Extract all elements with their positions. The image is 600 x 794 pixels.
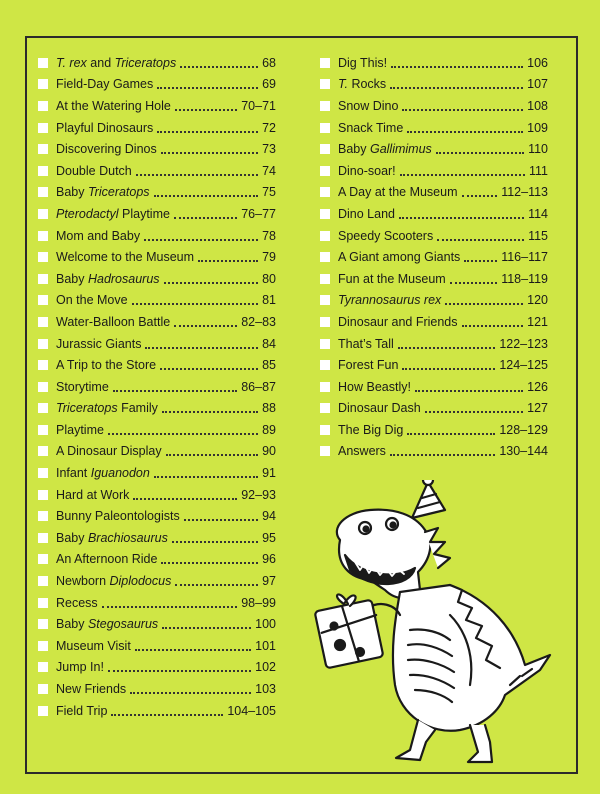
entry-page-number: 107 — [527, 77, 548, 92]
dot-leader — [154, 476, 258, 478]
dot-leader — [399, 217, 524, 219]
toc-entry — [320, 290, 548, 312]
dot-leader — [113, 390, 237, 392]
dot-leader — [462, 195, 498, 197]
checkbox[interactable] — [320, 187, 330, 197]
checkbox[interactable] — [320, 317, 330, 327]
dot-leader — [425, 411, 523, 413]
entry-page-number: 96 — [262, 552, 276, 567]
entry-page-number: 124–125 — [499, 358, 548, 373]
entry-title: Playful Dinosaurs — [56, 120, 154, 135]
entry-page-number: 102 — [255, 660, 276, 675]
dot-leader — [157, 131, 258, 133]
checkbox[interactable] — [38, 554, 48, 564]
dot-leader — [391, 66, 523, 68]
checkbox[interactable] — [38, 360, 48, 370]
checkbox[interactable] — [320, 339, 330, 349]
entry-title: An Afternoon Ride — [56, 552, 158, 567]
dot-leader — [161, 152, 258, 154]
dot-leader — [154, 195, 259, 197]
entry-title: Double Dutch — [56, 163, 132, 178]
entry-title: Dinosaur Dash — [338, 401, 421, 416]
entry-title: Dino-soar! — [338, 163, 396, 178]
toc-entry — [38, 376, 276, 398]
entry-page-number: 78 — [262, 228, 276, 243]
dot-leader — [175, 584, 258, 586]
entry-page-number: 75 — [262, 185, 276, 200]
toc-entry — [38, 333, 276, 355]
checkbox[interactable] — [320, 123, 330, 133]
entry-page-number: 109 — [527, 120, 548, 135]
toc-entry — [38, 203, 276, 225]
entry-title: Water-Balloon Battle — [56, 314, 171, 329]
toc-entry — [320, 74, 548, 96]
dot-leader — [145, 347, 258, 349]
dot-leader — [175, 109, 237, 111]
dot-leader — [132, 303, 259, 305]
dot-leader — [102, 606, 238, 608]
checkbox[interactable] — [320, 79, 330, 89]
entry-title: Mom and Baby — [56, 228, 141, 243]
checkbox[interactable] — [320, 252, 330, 262]
entry-title: Snack Time — [338, 120, 404, 135]
toc-entry — [320, 311, 548, 333]
dot-leader — [174, 217, 237, 219]
toc-entry — [320, 52, 548, 74]
dot-leader — [415, 390, 523, 392]
checkbox[interactable] — [38, 403, 48, 413]
entry-title: Recess — [56, 595, 98, 610]
dot-leader — [160, 368, 258, 370]
entry-page-number: 108 — [527, 98, 548, 113]
checkbox[interactable] — [38, 144, 48, 154]
entry-title: Playtime — [56, 422, 104, 437]
toc-column-left — [38, 52, 276, 721]
entry-page-number: 118–119 — [501, 271, 548, 286]
entry-page-number: 80 — [262, 271, 276, 286]
entry-title: Forest Fun — [338, 358, 399, 373]
toc-entry — [320, 225, 548, 247]
checkbox[interactable] — [38, 446, 48, 456]
entry-page-number: 76–77 — [241, 206, 276, 221]
checkbox[interactable] — [320, 166, 330, 176]
toc-entry — [320, 268, 548, 290]
checkbox[interactable] — [38, 101, 48, 111]
dot-leader — [161, 562, 258, 564]
checkbox[interactable] — [38, 274, 48, 284]
dot-leader — [402, 368, 495, 370]
entry-title: A Day at the Museum — [338, 185, 458, 200]
toc-entry — [38, 570, 276, 592]
dot-leader — [184, 519, 258, 521]
entry-page-number: 112–113 — [501, 185, 548, 200]
toc-entry — [320, 419, 548, 441]
checkbox[interactable] — [38, 166, 48, 176]
entry-title: Bunny Paleontologists — [56, 509, 180, 524]
toc-entry — [320, 160, 548, 182]
toc-entry — [320, 182, 548, 204]
dot-leader — [445, 303, 523, 305]
toc-entry — [38, 138, 276, 160]
entry-title: Field-Day Games — [56, 77, 154, 92]
entry-page-number: 89 — [262, 422, 276, 437]
toc-entry — [38, 398, 276, 420]
toc-column-right — [320, 52, 548, 462]
dot-leader — [164, 282, 259, 284]
checkbox[interactable] — [38, 533, 48, 543]
entry-title: Baby Stegosaurus — [56, 617, 159, 632]
entry-page-number: 100 — [255, 617, 276, 632]
checkbox[interactable] — [38, 187, 48, 197]
entry-title: The Big Dig — [338, 422, 404, 437]
entry-page-number: 101 — [255, 638, 276, 653]
checkbox[interactable] — [320, 382, 330, 392]
checkbox[interactable] — [38, 58, 48, 68]
dot-leader — [407, 131, 523, 133]
entry-page-number: 72 — [262, 120, 276, 135]
toc-entry — [38, 657, 276, 679]
entry-title: Baby Brachiosaurus — [56, 530, 168, 545]
checkbox[interactable] — [320, 144, 330, 154]
checkbox[interactable] — [38, 252, 48, 262]
toc-entry — [320, 203, 548, 225]
entry-title: Infant Iguanodon — [56, 466, 150, 481]
checkbox[interactable] — [38, 79, 48, 89]
checkbox[interactable] — [320, 231, 330, 241]
entry-page-number: 70–71 — [241, 98, 276, 113]
entry-page-number: 120 — [527, 293, 548, 308]
entry-title: Welcome to the Museum — [56, 250, 195, 265]
toc-entry — [38, 52, 276, 74]
entry-page-number: 116–117 — [501, 250, 548, 265]
toc-entry — [38, 549, 276, 571]
dot-leader — [135, 649, 251, 651]
entry-page-number: 97 — [262, 574, 276, 589]
entry-title: Tyrannosaurus rex — [338, 293, 442, 308]
toc-entry — [38, 592, 276, 614]
dot-leader — [390, 454, 495, 456]
toc-entry — [38, 505, 276, 527]
entry-title: Storytime — [56, 379, 109, 394]
toc-entry — [38, 117, 276, 139]
entry-page-number: 79 — [262, 250, 276, 265]
dot-leader — [437, 239, 524, 241]
dot-leader — [162, 411, 258, 413]
dot-leader — [130, 692, 251, 694]
entry-page-number: 82–83 — [241, 314, 276, 329]
checkbox[interactable] — [38, 382, 48, 392]
checkbox[interactable] — [38, 231, 48, 241]
entry-title: Baby Gallimimus — [338, 142, 432, 157]
dot-leader — [172, 541, 258, 543]
toc-entry — [38, 354, 276, 376]
checkbox[interactable] — [320, 101, 330, 111]
toc-entry — [320, 246, 548, 268]
entry-page-number: 121 — [527, 314, 548, 329]
entry-page-number: 104–105 — [227, 703, 276, 718]
dot-leader — [174, 325, 237, 327]
dot-leader — [133, 498, 237, 500]
entry-title: Fun at the Museum — [338, 271, 446, 286]
entry-title: At the Watering Hole — [56, 98, 171, 113]
toc-entry — [320, 398, 548, 420]
entry-title: New Friends — [56, 682, 127, 697]
entry-title: Newborn Diplodocus — [56, 574, 172, 589]
dot-leader — [157, 87, 258, 89]
toc-entry — [320, 117, 548, 139]
entry-page-number: 88 — [262, 401, 276, 416]
entry-page-number: 81 — [262, 293, 276, 308]
entry-title: Jurassic Giants — [56, 336, 142, 351]
entry-page-number: 94 — [262, 509, 276, 524]
dot-leader — [464, 260, 497, 262]
toc-entry — [38, 311, 276, 333]
dot-leader — [450, 282, 497, 284]
toc-entry — [320, 138, 548, 160]
dot-leader — [108, 433, 258, 435]
checkbox[interactable] — [38, 209, 48, 219]
entry-title: A Giant among Giants — [338, 250, 461, 265]
dot-leader — [136, 174, 258, 176]
entry-title: A Trip to the Store — [56, 358, 157, 373]
entry-page-number: 130–144 — [499, 444, 548, 459]
dot-leader — [144, 239, 258, 241]
dot-leader — [398, 347, 496, 349]
toc-entry — [38, 182, 276, 204]
toc-entry — [38, 160, 276, 182]
entry-title: Dig This! — [338, 55, 388, 70]
checkbox[interactable] — [38, 576, 48, 586]
dot-leader — [402, 109, 523, 111]
entry-page-number: 114 — [528, 206, 548, 221]
entry-title: Answers — [338, 444, 386, 459]
toc-entry — [38, 246, 276, 268]
entry-title: Museum Visit — [56, 638, 131, 653]
party-dinosaur-illustration — [300, 480, 570, 770]
toc-entry — [320, 333, 548, 355]
entry-page-number: 90 — [262, 444, 276, 459]
toc-entry — [320, 441, 548, 463]
toc-entry — [38, 700, 276, 722]
entry-page-number: 91 — [262, 466, 276, 481]
checkbox[interactable] — [320, 209, 330, 219]
entry-page-number: 85 — [262, 358, 276, 373]
dot-leader — [462, 325, 524, 327]
entry-title: How Beastly! — [338, 379, 411, 394]
entry-page-number: 98–99 — [241, 595, 276, 610]
entry-title: Dinosaur and Friends — [338, 314, 458, 329]
toc-entry — [38, 290, 276, 312]
checkbox[interactable] — [38, 684, 48, 694]
checkbox[interactable] — [38, 339, 48, 349]
entry-title: Field Trip — [56, 703, 108, 718]
entry-title: Triceratops Family — [56, 401, 158, 416]
dot-leader — [436, 152, 524, 154]
toc-entry — [38, 635, 276, 657]
entry-title: On the Move — [56, 293, 128, 308]
toc-entry — [38, 74, 276, 96]
checkbox[interactable] — [320, 403, 330, 413]
entry-page-number: 69 — [262, 77, 276, 92]
checkbox[interactable] — [38, 706, 48, 716]
entry-page-number: 122–123 — [499, 336, 548, 351]
dot-leader — [111, 714, 223, 716]
dot-leader — [400, 174, 525, 176]
toc-entry — [38, 527, 276, 549]
entry-title: Hard at Work — [56, 487, 130, 502]
entry-title: Speedy Scooters — [338, 228, 434, 243]
entry-title: Dino Land — [338, 206, 395, 221]
entry-title: That’s Tall — [338, 336, 394, 351]
dot-leader — [108, 670, 251, 672]
entry-title: A Dinosaur Display — [56, 444, 162, 459]
toc-entry — [38, 419, 276, 441]
checkbox[interactable] — [38, 662, 48, 672]
entry-page-number: 68 — [262, 55, 276, 70]
entry-page-number: 74 — [262, 163, 276, 178]
entry-page-number: 127 — [527, 401, 548, 416]
dot-leader — [162, 627, 251, 629]
checkbox[interactable] — [320, 360, 330, 370]
entry-title: Snow Dino — [338, 98, 399, 113]
checkbox[interactable] — [320, 446, 330, 456]
entry-page-number: 103 — [255, 682, 276, 697]
entry-page-number: 110 — [528, 142, 548, 157]
checkbox[interactable] — [38, 317, 48, 327]
entry-page-number: 95 — [262, 530, 276, 545]
toc-entry — [38, 441, 276, 463]
entry-page-number: 111 — [528, 163, 548, 178]
checkbox[interactable] — [38, 598, 48, 608]
entry-title: T. Rocks — [338, 77, 387, 92]
toc-entry — [38, 225, 276, 247]
checkbox[interactable] — [38, 641, 48, 651]
checkbox[interactable] — [38, 425, 48, 435]
toc-entry — [38, 678, 276, 700]
toc-entry — [320, 354, 548, 376]
toc-entry — [38, 613, 276, 635]
entry-title: Discovering Dinos — [56, 142, 157, 157]
dot-leader — [407, 433, 495, 435]
checkbox[interactable] — [320, 425, 330, 435]
entry-title: Baby Hadrosaurus — [56, 271, 160, 286]
checkbox[interactable] — [38, 468, 48, 478]
entry-title: Jump In! — [56, 660, 104, 675]
checkbox[interactable] — [38, 511, 48, 521]
dot-leader — [198, 260, 258, 262]
checkbox[interactable] — [38, 490, 48, 500]
toc-entry — [38, 484, 276, 506]
entry-page-number: 92–93 — [241, 487, 276, 502]
dot-leader — [180, 66, 258, 68]
dot-leader — [390, 87, 523, 89]
entry-page-number: 106 — [527, 55, 548, 70]
checkbox[interactable] — [38, 295, 48, 305]
entry-page-number: 126 — [527, 379, 548, 394]
entry-title: T. rex and Triceratops — [56, 55, 177, 70]
checkbox[interactable] — [320, 274, 330, 284]
toc-entry — [320, 376, 548, 398]
entry-page-number: 115 — [528, 228, 548, 243]
entry-title: Baby Triceratops — [56, 185, 150, 200]
toc-entry — [38, 268, 276, 290]
toc-entry — [38, 462, 276, 484]
toc-entry — [320, 95, 548, 117]
entry-page-number: 86–87 — [241, 379, 276, 394]
checkbox[interactable] — [320, 295, 330, 305]
entry-page-number: 84 — [262, 336, 276, 351]
entry-page-number: 73 — [262, 142, 276, 157]
entry-page-number: 128–129 — [499, 422, 548, 437]
checkbox[interactable] — [38, 123, 48, 133]
dot-leader — [166, 454, 258, 456]
checkbox[interactable] — [320, 58, 330, 68]
toc-entry — [38, 95, 276, 117]
entry-title: Pterodactyl Playtime — [56, 206, 170, 221]
checkbox[interactable] — [38, 619, 48, 629]
